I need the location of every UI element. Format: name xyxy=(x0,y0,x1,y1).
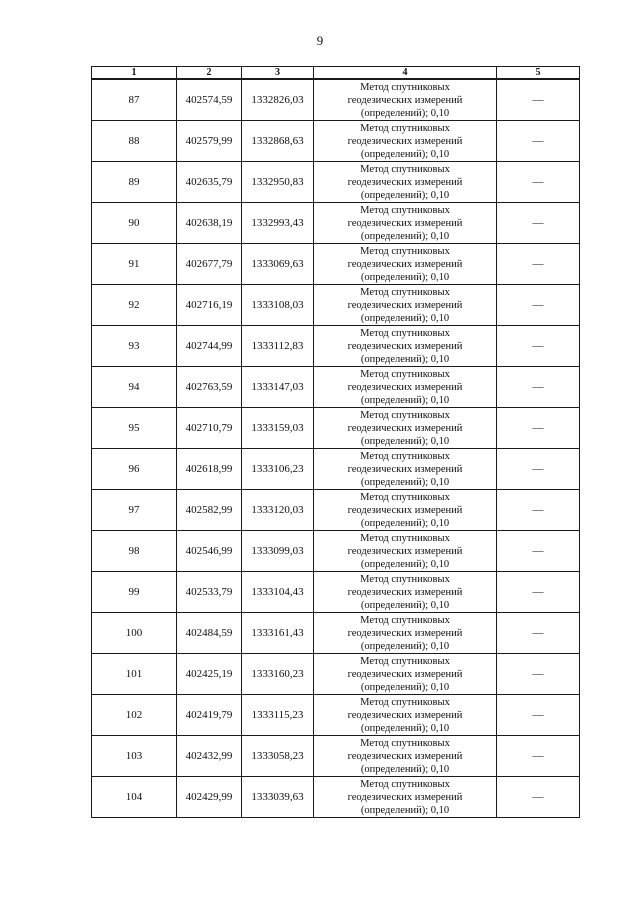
x-coordinate-cell: 402710,79 xyxy=(177,408,242,449)
point-number-cell: 93 xyxy=(92,326,177,367)
y-coordinate-cell: 1333161,43 xyxy=(242,613,314,654)
y-coordinate-cell: 1333106,23 xyxy=(242,449,314,490)
method-cell xyxy=(314,449,497,490)
method-cell xyxy=(314,244,497,285)
method-line: Метод спутниковых xyxy=(360,655,450,667)
table-row xyxy=(92,203,580,244)
note-cell: — xyxy=(497,408,580,449)
table-row xyxy=(92,490,580,531)
method-cell xyxy=(314,736,497,777)
y-coordinate-cell: 1332950,83 xyxy=(242,162,314,203)
method-line: геодезических измерений xyxy=(347,504,463,516)
method-line: геодезических измерений xyxy=(347,545,463,557)
table-row xyxy=(92,244,580,285)
method-cell xyxy=(314,79,497,121)
x-coordinate-cell: 402425,19 xyxy=(177,654,242,695)
point-number-cell: 91 xyxy=(92,244,177,285)
x-coordinate-cell: 402419,79 xyxy=(177,695,242,736)
table-row xyxy=(92,367,580,408)
table-row xyxy=(92,531,580,572)
method-line: геодезических измерений xyxy=(347,750,463,762)
method-line: геодезических измерений xyxy=(347,258,463,270)
method-line: Метод спутниковых xyxy=(360,573,450,585)
method-line: (определений); 0,10 xyxy=(360,271,450,283)
y-coordinate-cell: 1333112,83 xyxy=(242,326,314,367)
note-cell: — xyxy=(497,285,580,326)
method-line: (определений); 0,10 xyxy=(360,558,450,570)
x-coordinate-cell: 402533,79 xyxy=(177,572,242,613)
point-number-cell: 95 xyxy=(92,408,177,449)
y-coordinate-cell: 1333058,23 xyxy=(242,736,314,777)
x-coordinate-cell: 402635,79 xyxy=(177,162,242,203)
method-line: геодезических измерений xyxy=(347,381,463,393)
method-line: геодезических измерений xyxy=(347,791,463,803)
method-cell xyxy=(314,572,497,613)
method-line: Метод спутниковых xyxy=(360,163,450,175)
point-number-cell: 102 xyxy=(92,695,177,736)
method-line: Метод спутниковых xyxy=(360,778,450,790)
x-coordinate-cell: 402574,59 xyxy=(177,79,242,121)
method-cell xyxy=(314,408,497,449)
coordinates-table xyxy=(91,66,580,818)
method-line: (определений); 0,10 xyxy=(360,353,450,365)
table-row xyxy=(92,162,580,203)
table-row xyxy=(92,736,580,777)
method-line: геодезических измерений xyxy=(347,627,463,639)
point-number-cell: 96 xyxy=(92,449,177,490)
note-cell: — xyxy=(497,695,580,736)
method-line: (определений); 0,10 xyxy=(360,435,450,447)
note-cell: — xyxy=(497,736,580,777)
note-cell: — xyxy=(497,654,580,695)
method-cell xyxy=(314,285,497,326)
method-line: (определений); 0,10 xyxy=(360,189,450,201)
method-line: (определений); 0,10 xyxy=(360,476,450,488)
y-coordinate-cell: 1333147,03 xyxy=(242,367,314,408)
point-number-cell: 101 xyxy=(92,654,177,695)
note-cell: — xyxy=(497,79,580,121)
method-line: Метод спутниковых xyxy=(360,327,450,339)
point-number-cell: 100 xyxy=(92,613,177,654)
method-line: (определений); 0,10 xyxy=(360,312,450,324)
method-line: (определений); 0,10 xyxy=(360,517,450,529)
method-line: Метод спутниковых xyxy=(360,532,450,544)
method-line: геодезических измерений xyxy=(347,340,463,352)
column-header: 1 xyxy=(92,67,177,80)
method-line: геодезических измерений xyxy=(347,422,463,434)
point-number-cell: 97 xyxy=(92,490,177,531)
column-header: 2 xyxy=(177,67,242,80)
x-coordinate-cell: 402744,99 xyxy=(177,326,242,367)
method-cell xyxy=(314,121,497,162)
y-coordinate-cell: 1333108,03 xyxy=(242,285,314,326)
method-line: геодезических измерений xyxy=(347,135,463,147)
y-coordinate-cell: 1333160,23 xyxy=(242,654,314,695)
note-cell: — xyxy=(497,613,580,654)
point-number-cell: 87 xyxy=(92,79,177,121)
method-cell xyxy=(314,490,497,531)
method-line: (определений); 0,10 xyxy=(360,722,450,734)
table-row xyxy=(92,572,580,613)
method-line: (определений); 0,10 xyxy=(360,107,450,119)
method-cell xyxy=(314,695,497,736)
point-number-cell: 92 xyxy=(92,285,177,326)
method-line: (определений); 0,10 xyxy=(360,148,450,160)
method-line: (определений); 0,10 xyxy=(360,394,450,406)
method-line: (определений); 0,10 xyxy=(360,599,450,611)
method-cell xyxy=(314,613,497,654)
method-line: Метод спутниковых xyxy=(360,450,450,462)
table-row xyxy=(92,408,580,449)
method-line: (определений); 0,10 xyxy=(360,640,450,652)
y-coordinate-cell: 1333039,63 xyxy=(242,777,314,818)
point-number-cell: 99 xyxy=(92,572,177,613)
y-coordinate-cell: 1333104,43 xyxy=(242,572,314,613)
method-line: Метод спутниковых xyxy=(360,368,450,380)
note-cell: — xyxy=(497,367,580,408)
method-line: геодезических измерений xyxy=(347,217,463,229)
note-cell: — xyxy=(497,162,580,203)
point-number-cell: 90 xyxy=(92,203,177,244)
method-line: Метод спутниковых xyxy=(360,409,450,421)
note-cell: — xyxy=(497,326,580,367)
y-coordinate-cell: 1332868,63 xyxy=(242,121,314,162)
x-coordinate-cell: 402432,99 xyxy=(177,736,242,777)
table-row xyxy=(92,613,580,654)
table-row xyxy=(92,695,580,736)
method-line: (определений); 0,10 xyxy=(360,681,450,693)
point-number-cell: 103 xyxy=(92,736,177,777)
y-coordinate-cell: 1332993,43 xyxy=(242,203,314,244)
x-coordinate-cell: 402582,99 xyxy=(177,490,242,531)
y-coordinate-cell: 1333115,23 xyxy=(242,695,314,736)
point-number-cell: 88 xyxy=(92,121,177,162)
method-cell xyxy=(314,162,497,203)
column-header: 3 xyxy=(242,67,314,80)
method-line: геодезических измерений xyxy=(347,709,463,721)
method-line: Метод спутниковых xyxy=(360,286,450,298)
x-coordinate-cell: 402579,99 xyxy=(177,121,242,162)
method-line: (определений); 0,10 xyxy=(360,763,450,775)
column-header: 5 xyxy=(497,67,580,80)
point-number-cell: 89 xyxy=(92,162,177,203)
method-line: (определений); 0,10 xyxy=(360,230,450,242)
note-cell: — xyxy=(497,121,580,162)
point-number-cell: 104 xyxy=(92,777,177,818)
method-line: Метод спутниковых xyxy=(360,696,450,708)
note-cell: — xyxy=(497,572,580,613)
method-line: Метод спутниковых xyxy=(360,204,450,216)
y-coordinate-cell: 1333120,03 xyxy=(242,490,314,531)
note-cell: — xyxy=(497,777,580,818)
method-line: Метод спутниковых xyxy=(360,81,450,93)
column-header: 4 xyxy=(314,67,497,80)
y-coordinate-cell: 1332826,03 xyxy=(242,79,314,121)
method-line: геодезических измерений xyxy=(347,299,463,311)
method-cell xyxy=(314,326,497,367)
method-line: Метод спутниковых xyxy=(360,614,450,626)
x-coordinate-cell: 402484,59 xyxy=(177,613,242,654)
method-line: геодезических измерений xyxy=(347,586,463,598)
method-cell xyxy=(314,203,497,244)
x-coordinate-cell: 402546,99 xyxy=(177,531,242,572)
point-number-cell: 98 xyxy=(92,531,177,572)
x-coordinate-cell: 402618,99 xyxy=(177,449,242,490)
page-number: 9 xyxy=(316,33,324,48)
table-header-row xyxy=(92,67,580,80)
method-line: геодезических измерений xyxy=(347,463,463,475)
x-coordinate-cell: 402677,79 xyxy=(177,244,242,285)
table-row xyxy=(92,121,580,162)
note-cell: — xyxy=(497,531,580,572)
x-coordinate-cell: 402429,99 xyxy=(177,777,242,818)
table-row xyxy=(92,79,580,121)
x-coordinate-cell: 402763,59 xyxy=(177,367,242,408)
note-cell: — xyxy=(497,244,580,285)
table-row xyxy=(92,654,580,695)
x-coordinate-cell: 402638,19 xyxy=(177,203,242,244)
method-line: геодезических измерений xyxy=(347,94,463,106)
method-cell xyxy=(314,531,497,572)
note-cell: — xyxy=(497,203,580,244)
table-row xyxy=(92,777,580,818)
x-coordinate-cell: 402716,19 xyxy=(177,285,242,326)
table-row xyxy=(92,285,580,326)
y-coordinate-cell: 1333099,03 xyxy=(242,531,314,572)
note-cell: — xyxy=(497,490,580,531)
method-line: Метод спутниковых xyxy=(360,245,450,257)
method-cell xyxy=(314,777,497,818)
method-line: Метод спутниковых xyxy=(360,491,450,503)
table-row xyxy=(92,326,580,367)
method-line: Метод спутниковых xyxy=(360,122,450,134)
note-cell: — xyxy=(497,449,580,490)
method-cell xyxy=(314,654,497,695)
method-line: геодезических измерений xyxy=(347,668,463,680)
point-number-cell: 94 xyxy=(92,367,177,408)
table-row xyxy=(92,449,580,490)
y-coordinate-cell: 1333159,03 xyxy=(242,408,314,449)
method-line: Метод спутниковых xyxy=(360,737,450,749)
method-line: (определений); 0,10 xyxy=(360,804,450,816)
y-coordinate-cell: 1333069,63 xyxy=(242,244,314,285)
method-line: геодезических измерений xyxy=(347,176,463,188)
method-cell xyxy=(314,367,497,408)
